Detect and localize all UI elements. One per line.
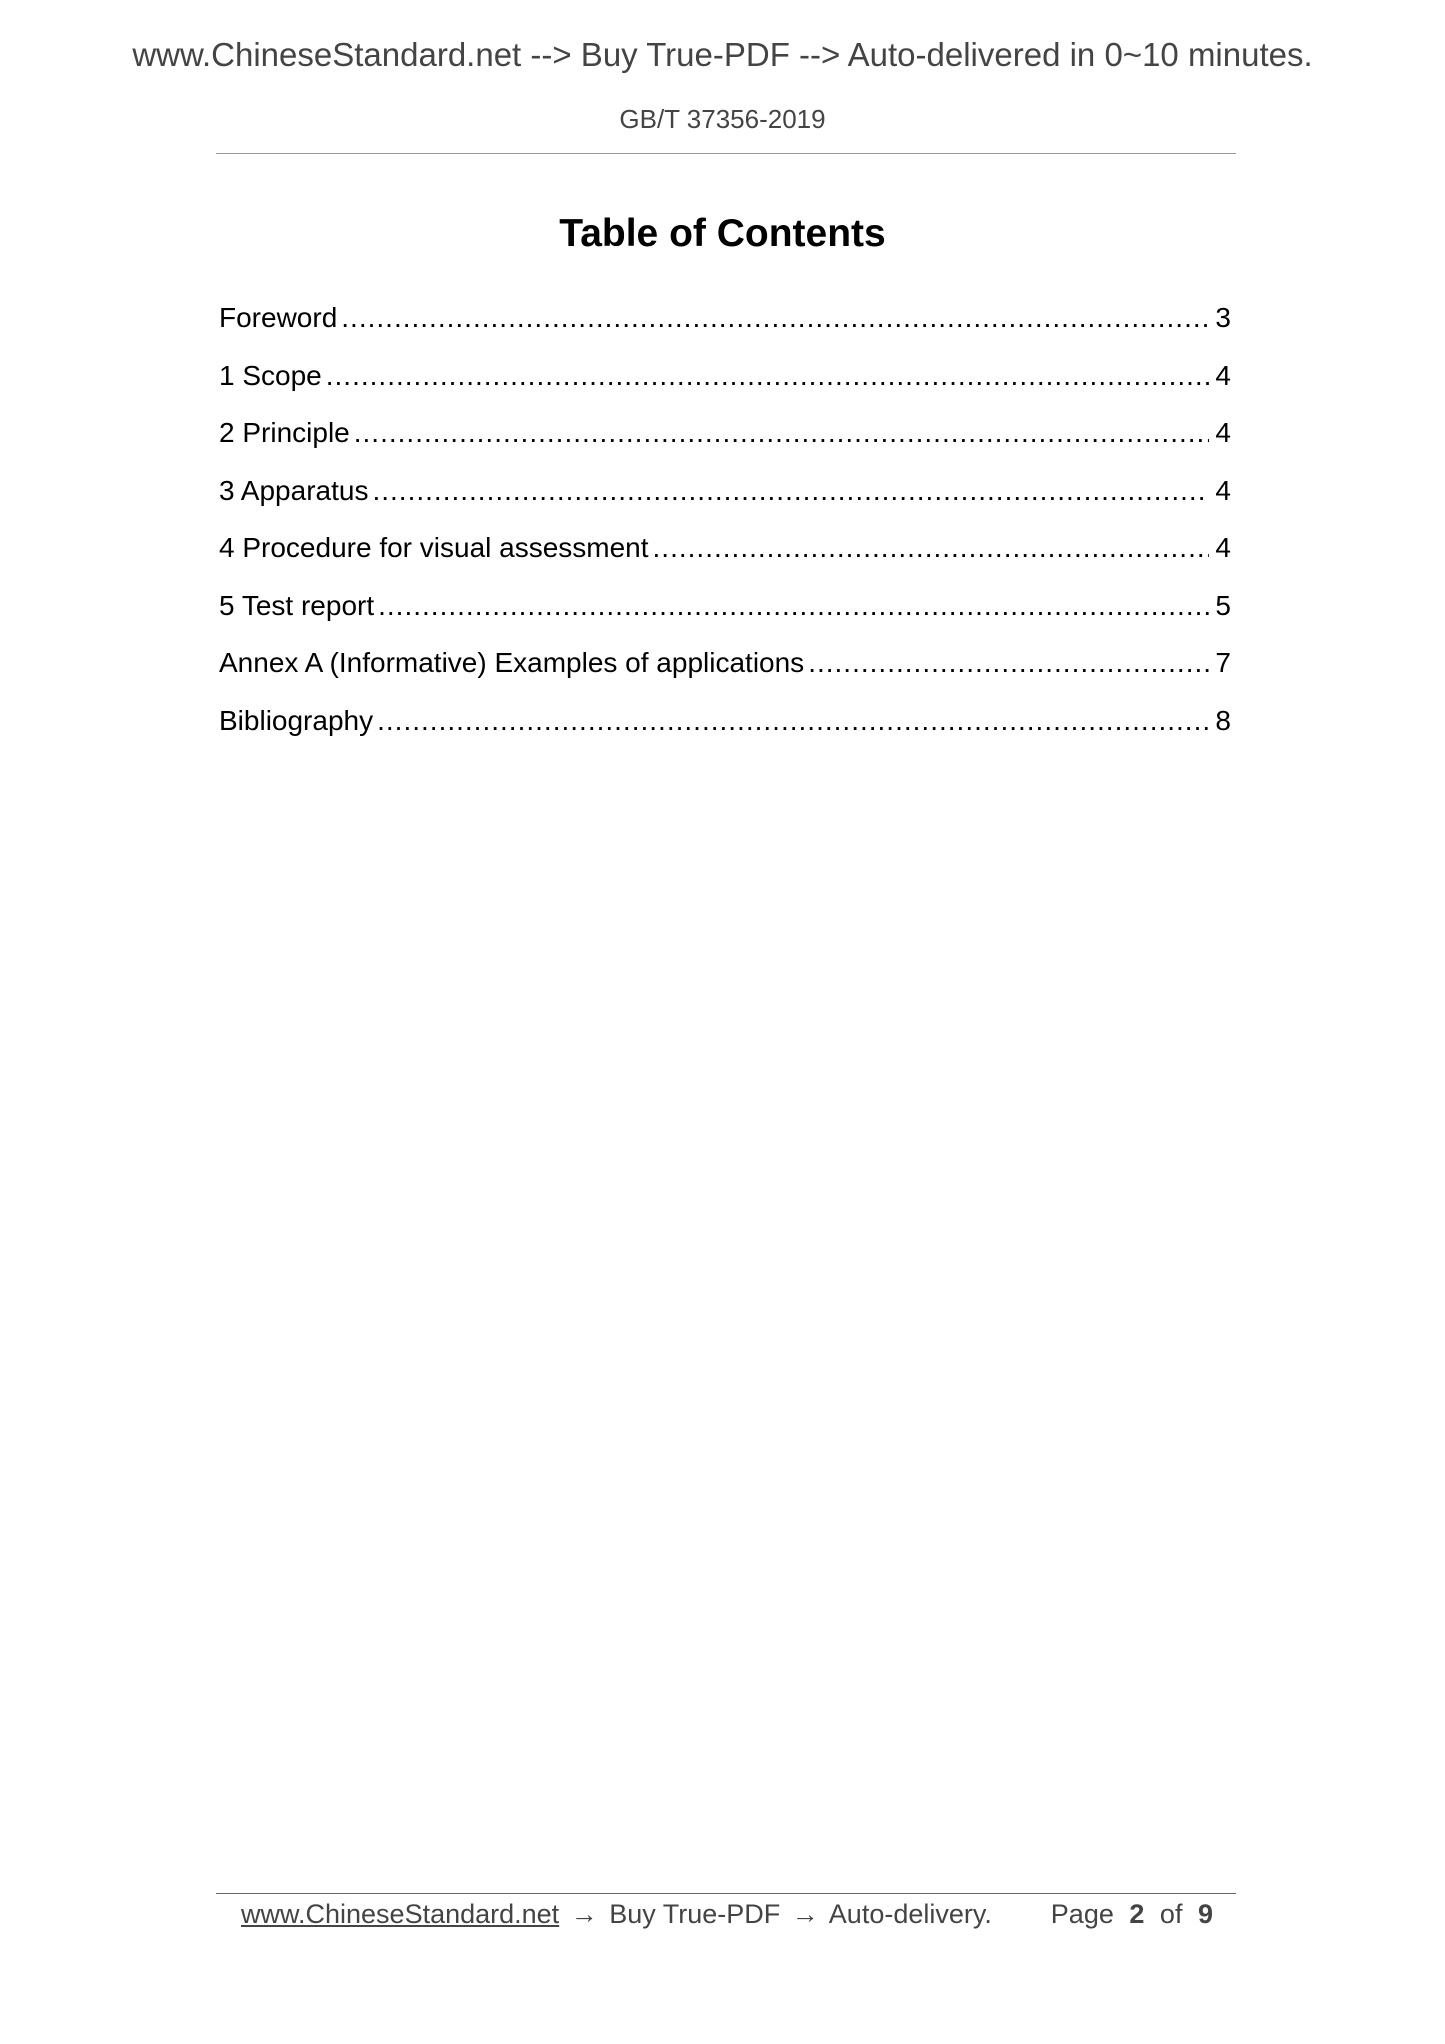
footer-buy-text: Buy True-PDF (609, 1899, 781, 1929)
footer-delivery-text: Auto-delivery. (828, 1899, 992, 1929)
toc-entry-page: 5 (1215, 589, 1231, 621)
toc-entry-page: 4 (1215, 417, 1231, 448)
toc-entry-label: Annex A (Informative) Examples of applications (219, 647, 805, 678)
header-divider (216, 153, 1236, 154)
toc-entry-label: 5 Test report (219, 589, 375, 621)
toc-entry-bibliography[interactable] (219, 705, 1231, 763)
toc-dot-leader (326, 360, 1210, 392)
page-indicator (1051, 1899, 1221, 1930)
current-page-number: 2 (1129, 1899, 1145, 1929)
toc-entry-label: 4 Procedure for visual assessment (219, 532, 649, 563)
toc-dot-leader (341, 302, 1209, 334)
page-word: Page (1050, 1899, 1114, 1929)
toc-entry-label: 2 Principle (219, 417, 350, 448)
toc-entry-procedure[interactable] (219, 532, 1231, 590)
toc-entry-label: 3 Apparatus (219, 474, 369, 506)
toc-entry-principle[interactable] (219, 417, 1231, 475)
toc-dot-leader (354, 417, 1210, 449)
toc-entry-page: 7 (1215, 647, 1231, 678)
toc-entry-foreword[interactable] (219, 302, 1231, 360)
toc-entry-page: 3 (1215, 302, 1231, 333)
toc-entry-page: 4 (1215, 359, 1231, 391)
toc-list (219, 302, 1231, 762)
total-page-count: 9 (1197, 1899, 1213, 1929)
toc-entry-page: 4 (1215, 532, 1231, 563)
toc-entry-label: 1 Scope (219, 359, 322, 391)
toc-entry-apparatus[interactable] (219, 475, 1231, 533)
toc-dot-leader (653, 532, 1210, 564)
toc-entry-page: 8 (1215, 704, 1231, 736)
toc-title: Table of Contents (559, 212, 886, 255)
toc-entry-test-report[interactable] (219, 590, 1231, 648)
toc-entry-label: Bibliography (219, 704, 374, 736)
toc-entry-scope[interactable] (219, 360, 1231, 418)
footer-site-link[interactable]: www.ChineseStandard.net (241, 1899, 560, 1929)
arrow-right-icon: → (791, 1899, 819, 1929)
toc-entry-page: 4 (1215, 474, 1231, 506)
toc-dot-leader (378, 590, 1209, 622)
toc-entry-annex-a[interactable] (219, 647, 1231, 705)
document-code: GB/T 37356-2019 (619, 104, 826, 134)
toc-dot-leader (808, 647, 1209, 679)
toc-dot-leader (377, 705, 1209, 737)
arrow-right-icon: → (570, 1899, 598, 1929)
footer-left (241, 1899, 992, 1930)
toc-entry-label: Foreword (219, 302, 338, 333)
toc-dot-leader (372, 475, 1209, 507)
of-word: of (1159, 1899, 1183, 1929)
top-banner: www.ChineseStandard.net --> Buy True-PDF --> Auto-delivered in 0~10 minutes. (132, 36, 1313, 73)
footer-divider (216, 1893, 1236, 1894)
